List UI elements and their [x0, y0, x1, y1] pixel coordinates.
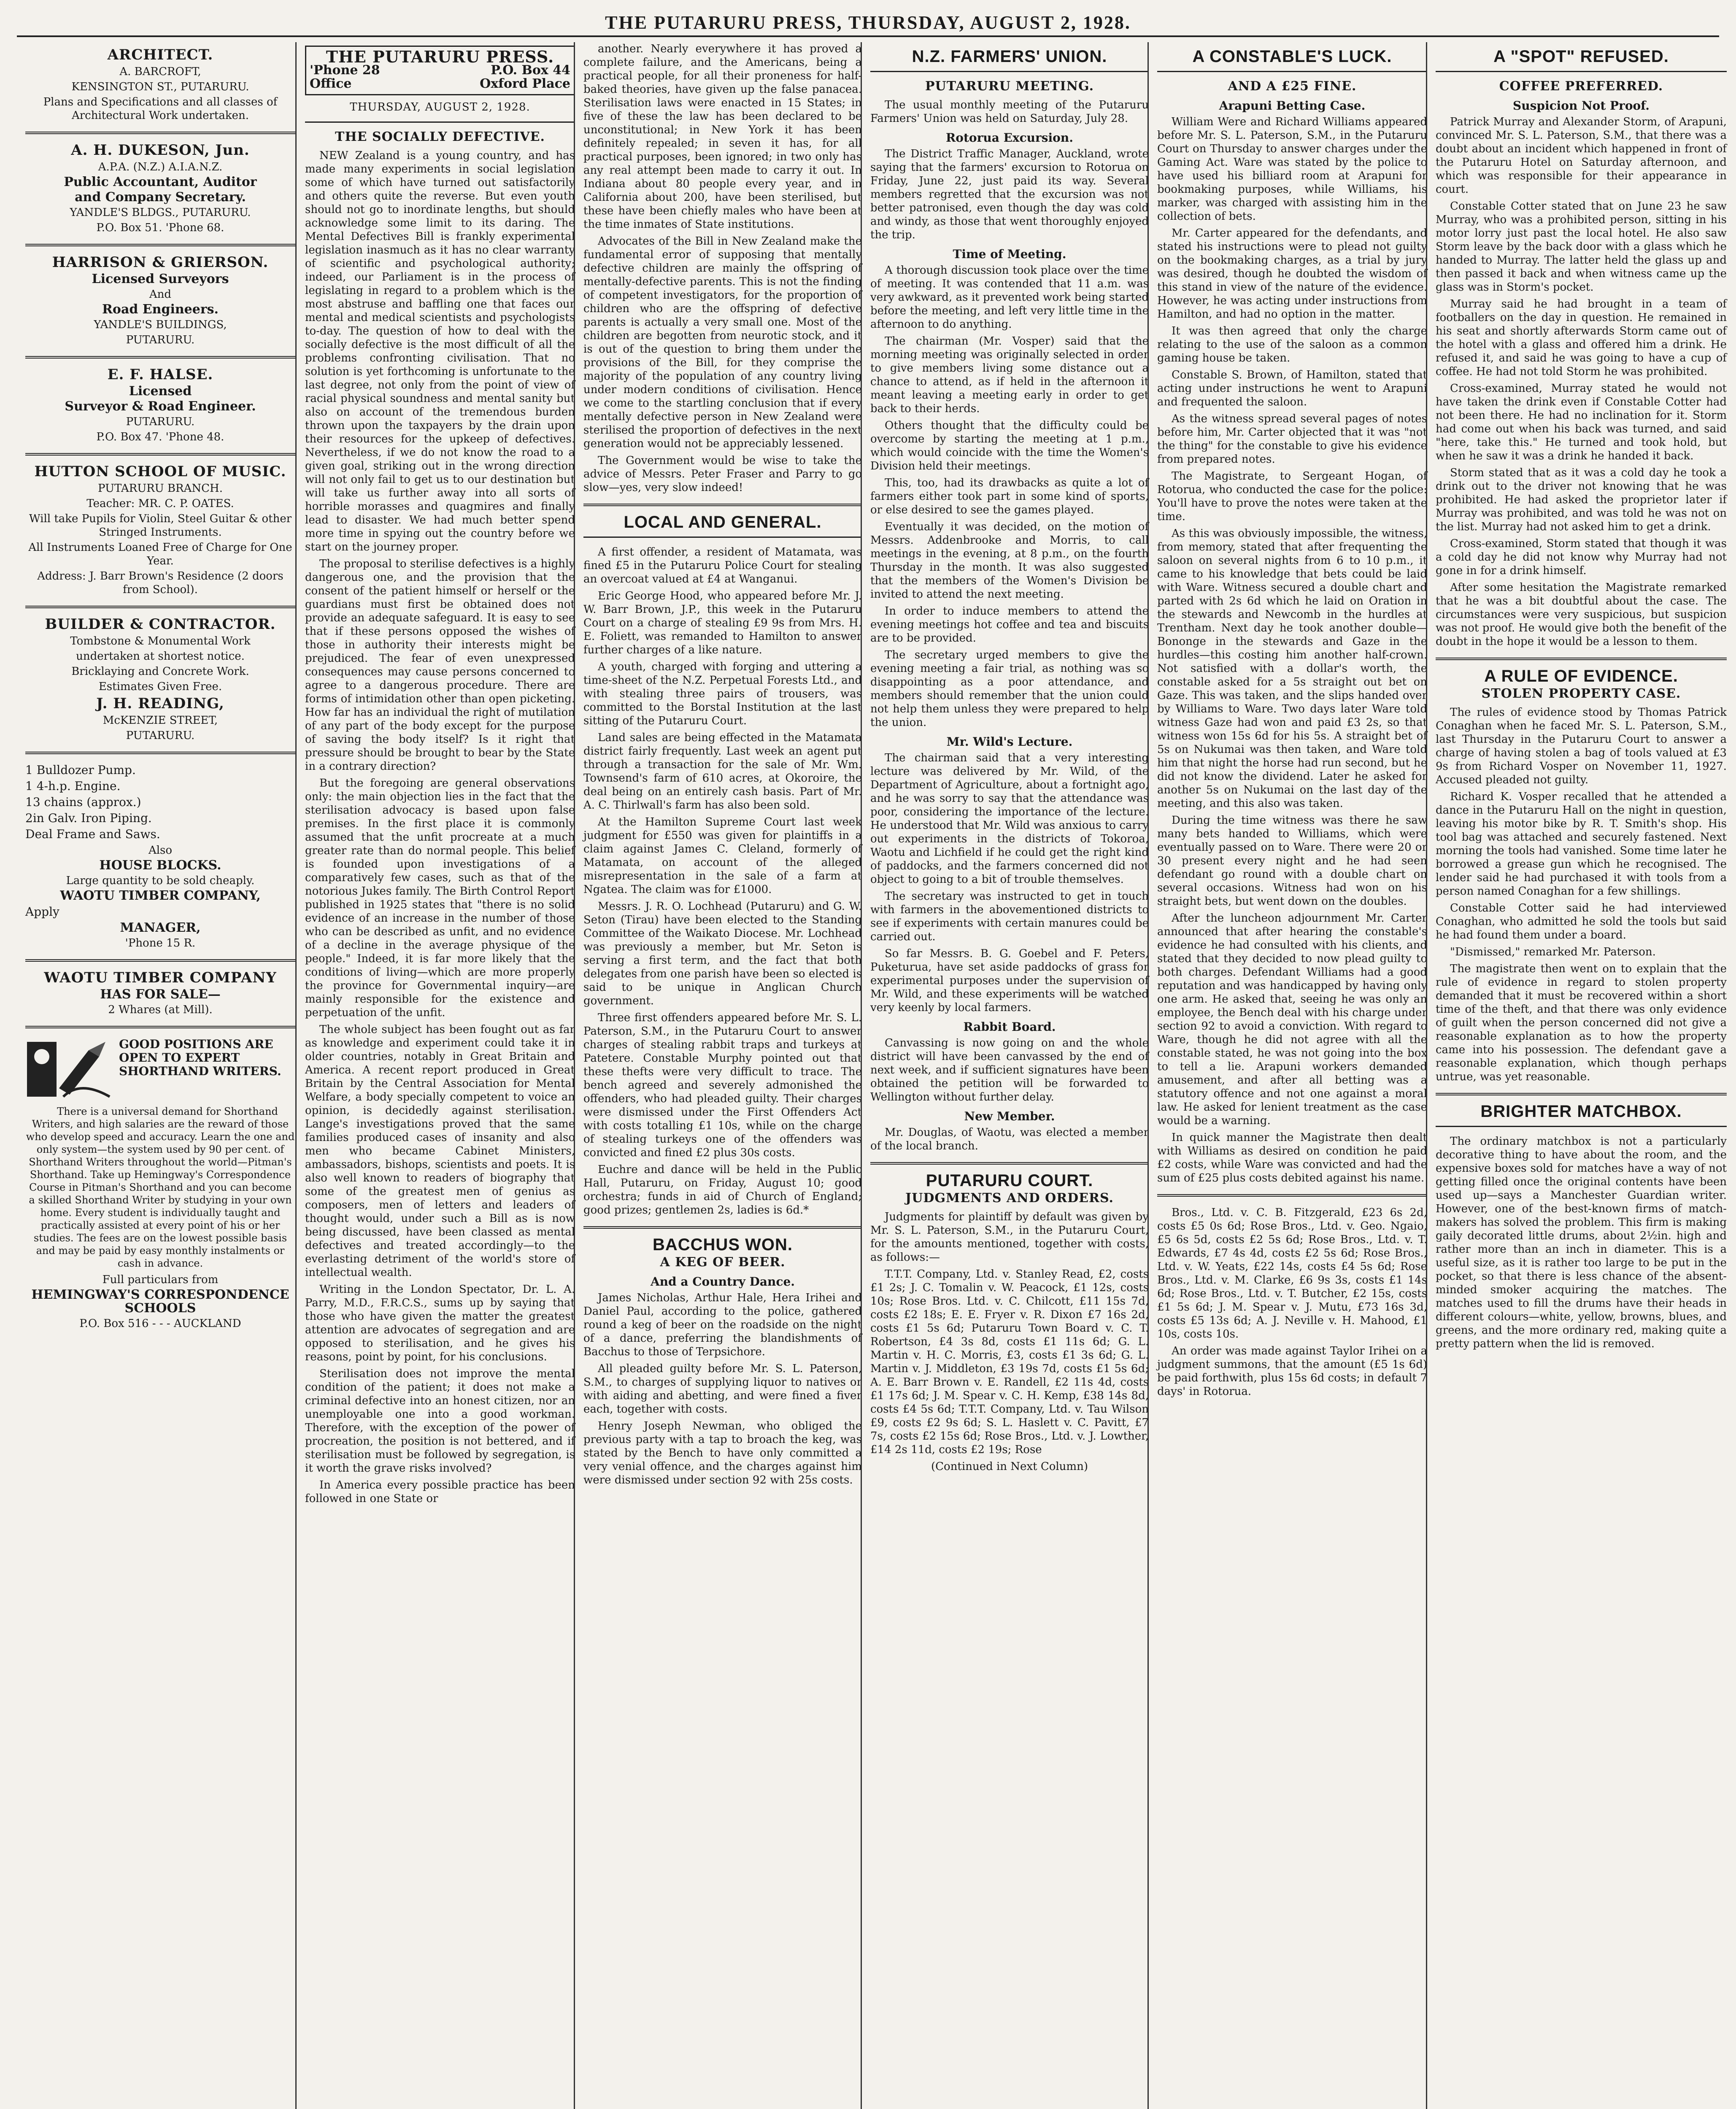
article-paragraph: Patrick Murray and Alexander Storm, of Arapuni, convinced Mr. S. L. Paterson, S.M., that there was a doubt about an incident which happened in front of the Putaruru Hotel on Saturday afternoon, and which was responsible for their appearance in court. [1436, 116, 1727, 196]
divider [25, 752, 295, 754]
news-item: A first offender, a resident of Matamata, was fined £5 in the Putaruru Police Court for stealing an overcoat valued at £4 at Wanganui. [583, 546, 862, 585]
article-paragraph: The chairman said that a very interesting lecture was delivered by Mr. Wild, of the Department of Agriculture, about a fortnight ago, and he was sorry to say that the attendance was poor, considering the importance of the lecture. He understood that Mr. Wild was anxious to carry out experiments in the districts of Tokoroa, Waotu and Lichfield if he could get the right kind of paddocks, and the farmers concerned did not object to going to a bit of trouble themselves. [870, 752, 1149, 886]
ad-name: BUILDER & CONTRACTOR. [45, 616, 276, 633]
rule-of-evidence-headline: A RULE OF EVIDENCE. [1484, 667, 1678, 685]
divider [1436, 71, 1727, 72]
divider [305, 121, 575, 123]
pobox-label: P.O. Box 44 [491, 63, 570, 78]
office-row [310, 77, 570, 91]
ad-line: YANDLE'S BUILDINGS, [94, 318, 227, 331]
article-paragraph: Mr. Douglas, of Waotu, was elected a member of the local branch. [870, 1126, 1149, 1152]
article-paragraph: William Were and Richard Williams appeared before Mr. S. L. Paterson, S.M., in the Putaruru Court on Thursday to answer charges under the Gaming Act. Ware was stated by the police to have used his billiard room at Arapuni for bookmaking purposes, while Williams, his marker, was charged with assisting him in the collection of bets. [1157, 116, 1427, 223]
article-paragraph: The proposal to sterilise defectives is a highly dangerous one, and the provision that the consent of the patient himself or herself or the guardians must first be obtained does not provide an adequate safeguard. It is easy to see that if these persons opposed the wishes of those in authority their interests might be prejudiced. The fear of even unexpressed consequences may cause persons concerned to agree to a dangerous procedure. There are forms of intimidation other than open picketing. How far has an individual the right of mutilation of any part of the body except for the purpose of saving the body itself? Is it right that pressure should be brought to bear by the State in a contrary direction? [305, 558, 575, 773]
ad-line: Will take Pupils for Violin, Steel Guitar & other Stringed Instruments. [29, 512, 292, 539]
article-paragraph: So far Messrs. B. G. Goebel and F. Peters, Puketurua, have set aside paddocks of grass for experimental purposes under the supervision of Mr. Wild, and these experiments will be watched very keenly by local farmers. [870, 947, 1149, 1014]
divider [870, 71, 1149, 72]
article-paragraph: The Magistrate, to Sergeant Hogan, of Rotorua, who conducted the case for the police: You'll have to prove the notes were taken at the time. [1157, 470, 1427, 523]
bacchus-subhead-2: And a Country Dance. [650, 1275, 795, 1289]
article-paragraph: But the foregoing are general observations only: the main objection lies in the fact that the sterilisation advocacy is based upon false premises. In the first place it is commonly assumed that the unfit procreate at a much greater rate than do normal people. This belief is founded upon investigations of a comparatively few cases, such as that of the notorious Jukes family. The Birth Control Report published in 1925 states that "there is no solid evidence of an increase in the number of those who can be described as unfit, and no evidence of a decline in the average physique of the people." Indeed, it is far more likely that the conditions of living—which are more properly the province for Governmental inquiry—are mainly responsible for the existence and perpetuation of the unfit. [305, 777, 575, 1019]
ad-line: Public Accountant, Auditor [64, 175, 257, 189]
ad-line: undertaken at shortest notice. [76, 650, 245, 663]
article-paragraph: As this was obviously impossible, the witness, from memory, stated that after frequenting the saloon on several nights from 6 to 10 p.m., it came to his knowledge that bets could be laid with Ware. Witness secured a double chart and parted with 2s 6d which he laid on Oration in the stewards and Newcomb in the hurdles at Trentham. Next day he took another double—Bononge in the stewards and Gaze in the hurdles—this costing him another half-crown. Not satisfied with a dollar's worth, the constable asked for a 5s straight out bet on Gaze. This was taken, and the slips handed over by Williams to Ware. Two days later Ware told witness Gaze had won and paid £3 2s, so that witness won 15s 6d for his 5s. A straight bet of 5s on Nukumai was then taken, and Ware told him that night the horse had run second, but he did not know the dividend. Later he asked for another 5s on Nukumai on the last day of the meeting, and this also was taken. [1157, 527, 1427, 810]
divider [1436, 1126, 1727, 1127]
ad-item: 13 chains (approx.) [25, 795, 141, 809]
ad-name: HARRISON & GRIERSON. [52, 254, 269, 271]
ad-line: P.O. Box 51. 'Phone 68. [96, 221, 224, 234]
ad-name: J. H. READING, [96, 695, 224, 712]
article-paragraph: Constable S. Brown, of Hamilton, stated that acting under instructions he went to Arapuni and frequented the saloon. [1157, 369, 1427, 408]
article-paragraph: Richard K. Vosper recalled that he attended a dance in the Putaruru Hall on the night in question, leaving his motor bike by R. T. Smith's shop. His tool bag was attached and securely fastened. Next morning the tools had vanished. Some time later he borrowed a grease gun which he recognised. The lender said he had purchased it with tools from a person named Conaghan for a few shillings. [1436, 790, 1727, 898]
news-item: Three first offenders appeared before Mr. S. L. Paterson, S.M., in the Putaruru Court to answer charges of stealing rabbit traps and turkeys at Patetere. Constable Murphy pointed out that these thefts were very difficult to trace. The bench agreed and severely admonished the offenders, who had pleaded guilty. Their charges were dismissed under the First Offenders Act with costs totalling £1 10s, while on the charge of stealing turkeys one of the offenders was convicted and fined £2 plus 30s costs. [583, 1011, 862, 1159]
editorial-headline: THE SOCIALLY DEFECTIVE. [335, 129, 545, 144]
divider [1157, 1194, 1427, 1197]
ad-dukeson [25, 143, 295, 235]
ad-line: Road Engineers. [102, 302, 219, 317]
article-paragraph: The ordinary matchbox is not a particularly decorative thing to have about the room, and the expensive boxes sold for matches have a way of not getting filled once the original contents have been used up—says a Manchester Guardian writer. However, one of the best-known firms of match-makers has solved the problem. This firm is making gaily decorated little drums, about 2½in. high and rather more than an inch in diameter. This is a useful size, as it is rather too large to be put in the pocket, so that there is less chance of the absent-minded smoker acquiring the matches. The matches used to fill the drums have their heads in different colours—white, yellow, browns, blues, and greens, and the more ordinary red, making quite a pretty pattern when the lid is removed. [1436, 1135, 1727, 1350]
ad-line: Full particulars from [102, 1273, 219, 1286]
ad-line: McKENZIE STREET, [103, 714, 218, 727]
news-item: Euchre and dance will be held in the Public Hall, Putaruru, on Friday, August 10; good orchestra; funds in aid of Church of England; good prizes; gentlemen 2s, ladies is 6d.* [583, 1163, 862, 1216]
ad-architect [25, 48, 295, 122]
news-item: Land sales are being effected in the Matamata district fairly frequently. Last week an agent put through a transaction for the sale of Mr. Wm. Townsend's farm of 610 acres, at Okoroire, the deal being on an entirely cash basis. Part of Mr. A. C. Thirlwall's farm has also been sold. [583, 731, 862, 812]
column-ads [17, 42, 304, 2109]
section-subhead: New Member. [964, 1109, 1055, 1123]
constable-subhead: AND A £25 FINE. [1228, 79, 1357, 94]
ad-line: HOUSE BLOCKS. [99, 858, 221, 873]
divider [583, 537, 862, 538]
divider [870, 1162, 1149, 1165]
shorthand-head: GOOD POSITIONS ARE OPEN TO EXPERT SHORTHAND WRITERS. [119, 1037, 281, 1078]
article-paragraph: Storm stated that as it was a cold day he took a drink out to the driver not knowing that he was prohibited. He had asked the proprietor later if Murray was prohibited, and was told he was not on the list. Murray had not asked him to get a drink. [1436, 467, 1727, 533]
article-paragraph: another. Nearly everywhere it has proved a complete failure, and the Americans, being a practical people, for all their proneness for half-baked theories, have given up the false panacea. Sterilisation laws were enacted in 15 States; in five of these the law has been declared to be unconstitutional; in New York it has been definitely repealed; in seven it has, for all practical purposes, been ignored; in two only has any real attempt been made to carry it out. In Indiana about 80 people every year, and in California about 200, have been sterilised, but these have been chiefly males who have been at the time inmates of State institutions. [583, 43, 862, 231]
ad-line: All Instruments Loaned Free of Charge for One Year. [28, 541, 292, 567]
news-item: At the Hamilton Supreme Court last week judgment for £550 was given for plaintiffs in a claim against James C. Cleland, formerly of Matamata, on account of the alleged misrepresentation in the sale of a farm at Ngatea. The claim was for £1000. [583, 816, 862, 896]
ad-name: HUTTON SCHOOL OF MUSIC. [34, 463, 286, 480]
article-paragraph: The Government would be wise to take the advice of Messrs. Peter Fraser and Parry to go slow—yes, very slow indeed! [583, 454, 862, 494]
column-3 [574, 42, 870, 2109]
bacchus-headline: BACCHUS WON. [653, 1235, 793, 1254]
article-paragraph: Judgments for plaintiff by default was given by Mr. S. L. Paterson, S.M., in the Putaruru Court, for the amounts mentioned, together with costs, as follows:— [870, 1211, 1149, 1264]
article-paragraph: Sterilisation does not improve the mental condition of the patient; it does not make a criminal defective into an honest citizen, nor an unemployable one into a good workman. Therefore, with the exception of the power of procreation, the position is not bettered, and if sterilisation must be followed by segregation, is it worth the grave risks involved? [305, 1367, 575, 1475]
ad-quals: A.P.A. (N.Z.) A.I.A.N.Z. [98, 161, 223, 173]
shorthand-body: There is a universal demand for Shorthand Writers, and high salaries are the reward of those who develop speed and accuracy. Learn the one and only system—the system used by 90 per cent. of Shorthand Writers throughout the world—Pitman's Shorthand. Take up Hemingway's Correspondence Course in Pitman's Shorthand and you can become a skilled Shorthand Writer by studying in your own home. Every student is individually taught and practically assisted at every point of his or her studies. The fees are on the lowest possible basis and may be paid by easy monthly instalments or cash in advance. [26, 1106, 295, 1269]
editorial-date: THURSDAY, AUGUST 2, 1928. [350, 101, 530, 113]
pen-hand-icon [25, 1038, 114, 1101]
article-paragraph: It was then agreed that only the charge relating to the use of the saloon as a common gaming house be taken. [1157, 325, 1427, 364]
column-editorial [295, 42, 583, 2109]
ad-line: Address: J. Barr Brown's Residence (2 doors from School). [37, 570, 283, 596]
office-place: Oxford Place [480, 76, 570, 91]
article-paragraph: Advocates of the Bill in New Zealand make the fundamental error of supposing that mentally defective children are mainly the offspring of mentally-defective parents. This is not the finding of competent investigators, for the proportion of children who are the offspring of defective parents is actually a very small one. Most of the children are begotten from neurotic stock, and it is out of the question to bring them under the provisions of the Bill, for they comprise the majority of the population of any country living under modern conditions of civilisation. Hence we come to the startling conclusion that if every mentally defective person in New Zealand were sterilised the proportion of defectives in the next generation would not be appreciably lessened. [583, 235, 862, 450]
divider [25, 453, 295, 456]
paper-nameplate [305, 46, 575, 95]
ad-line: And [149, 288, 172, 301]
article-paragraph: Henry Joseph Newman, who obliged the previous party with a tap to broach the keg, was stated by the Bench to have only committed a very venial offence, and the charges against him were dismissed under section 92 with 25s costs. [583, 1420, 862, 1486]
ad-shorthand [25, 1038, 295, 1330]
divider [25, 606, 295, 608]
article-paragraph: The whole subject has been fought out as far as knowledge and experiment could take it in older countries, notably in Great Britain and America. A recent report produced in Great Britain by the Central Association for Mental Welfare, a body specially competent to voice an opinion, is decidedly against sterilisation. Lange's investigations proved that the same families produced cases of insanity and also men who became Cabinet Ministers, ambassadors, bishops, scientists and poets. It is also well known to readers of biography that some of the greatest men of genius as composers, men of letters and leaders of thought would, under such a Bill as is now being discussed, have been classed as mental defectives and treated accordingly—to the everlasting detriment of the world's store of intellectual wealth. [305, 1023, 575, 1279]
article-paragraph: The secretary urged members to give the evening meeting a fair trial, as nothing was so disappointing as a poor attendance, and members should remember that the union could not help them unless they were prepared to help the union. [870, 649, 1149, 729]
article-paragraph: NEW Zealand is a young country, and has made many experiments in social legislation some of which have turned out satisfactorily and others quite the reverse. But even youth should not go to inordinate lengths, but should acknowledge some limit to its daring. The Mental Defectives Bill is frankly experimental legislation inasmuch as it has no clear warranty of scientific and psychological authority; indeed, our Parliament is in the process of legislating in regard to a problem which is the most abstruse and baffling one that faces our mental and medical scientists and psychologists to-day. The question of how to deal with the socially defective is the most difficult of all the problems confronting civilisation. That no solution is yet forthcoming is unfortunate to the last degree, not only from the point of view of racial physical soundness and mental sanity but also on account of the tremendous burden thrown upon the taxpayers by the drain upon their resources for the upkeep of defectives. Nevertheless, if we do not know the road to a given goal, striking out in the wrong direction will not only fail to get us to our destination but will take us further away into all sorts of horrible morasses and quagmires and finally lead to disaster. We had much better spend more time in spying out the country before we start on the journey proper. [305, 149, 575, 553]
ad-desc: Plans and Specifications and all classes of Architectural Work undertaken. [43, 96, 278, 122]
divider [25, 132, 295, 134]
news-item: Messrs. J. R. O. Lochhead (Putaruru) and G. W. Seton (Tirau) have been elected to the Standing Committee of the Waikato Diocese. Mr. Lochhead was previously a member, but Mr. Seton is serving a first term, and the fact that both delegates from one parish have been so elected is said to be unique in Anglican Church government. [583, 900, 862, 1007]
article-paragraph: In order to induce members to attend the evening meetings hot coffee and tea and biscuits are to be provided. [870, 605, 1149, 645]
ad-item: Deal Frame and Saws. [25, 827, 160, 841]
ad-line: Bricklaying and Concrete Work. [71, 665, 249, 678]
article-paragraph: The chairman (Mr. Vosper) said that the morning meeting was originally selected in order to give members living some distance out a chance to attend, as if held in the afternoon it meant leaving a meeting early in order to get back to their herds. [870, 335, 1149, 415]
divider [1157, 71, 1427, 72]
article-paragraph: In America every possible practice has been followed in one State or [305, 1479, 575, 1505]
divider [25, 1026, 295, 1028]
divider [25, 356, 295, 359]
court-subhead: JUDGMENTS AND ORDERS. [905, 1191, 1114, 1206]
article-paragraph: A thorough discussion took place over the time of meeting. It was contended that 11 a.m. was very awkward, as it prevented work being started before the meeting, and left very little time in the afternoon to do anything. [870, 264, 1149, 331]
shorthand-logo [25, 1038, 295, 1101]
article-paragraph: This, too, had its drawbacks as quite a lot of farmers either took part in some kind of sports, or else desired to see the games played. [870, 477, 1149, 516]
farmers-subhead: PUTARURU MEETING. [925, 79, 1094, 94]
ad-timber-items [25, 763, 295, 950]
article-paragraph: Writing in the London Spectator, Dr. L. A. Parry, M.D., F.R.C.S., sums up by saying that those who have given the matter the greatest attention are advocates of segregation and are opposed to sterilisation, and he gives his reasons, point by point, for his conclusions. [305, 1283, 575, 1363]
ad-harrison-grierson [25, 256, 295, 347]
office-label: Office [310, 76, 352, 91]
article-paragraph: Eventually it was decided, on the motion of Messrs. Addenbrooke and Morris, to call meetings in the evening, at 8 p.m., on the fourth Thursday in the month. It was also suggested that the members of the Women's Division be invited to attend the next meeting. [870, 521, 1149, 601]
ad-line: Also [148, 844, 173, 857]
ad-line: 'Phone 15 R. [125, 937, 196, 949]
ad-builder [25, 618, 295, 742]
ad-halse [25, 368, 295, 444]
ad-line: HAS FOR SALE— [100, 987, 221, 1002]
article-paragraph: The magistrate then went on to explain that the rule of evidence in regard to stolen property demanded that it must be recovered within a short time of the theft, and that there was only evidence of guilt when the person concerned did not give a reasonable explanation as to how the property came into his possession. The defendant gave a reasonable explanation, which though perhaps untrue, was yet reasonable. [1436, 963, 1727, 1083]
ad-name: E. F. HALSE. [107, 366, 213, 383]
ad-line: WAOTU TIMBER COMPANY, [60, 888, 261, 903]
article-paragraph: Canvassing is now going on and the whole district will have been canvassed by the end of next week, and if sufficient signatures have been obtained the petition will be forwarded to Wellington without further delay. [870, 1037, 1149, 1103]
court-continuation: Bros., Ltd. v. C. B. Fitzgerald, £23 6s 2d, costs £5 0s 6d; Rose Bros., Ltd. v. Geo. Ngaio, £5 6s 5d, costs £2 5s 6d; Rose Bros., Ltd. v. T. Edwards, £7 4s 4d, costs £2 5s 6d; Rose Bros., Ltd. v. W. Yeats, £22 14s, costs £4 5s 6d; Rose Bros., Ltd. v. M. Clarke, £6 9s 3s, costs £1 14s 6d; Rose Bros., Ltd. v. T. Butcher, £2 15s, costs £1 5s 6d; J. M. Spear v. J. Mutu, £73 16s 3d, costs £5 13s 6d; A. J. Neville v. H. Mahood, £1 10s, costs 10s. [1157, 1206, 1427, 1340]
ad-item: 1 4-h.p. Engine. [25, 779, 121, 793]
ad-title: ARCHITECT. [107, 46, 213, 63]
ad-line: and Company Secretary. [75, 190, 246, 205]
local-general-headline: LOCAL AND GENERAL. [624, 513, 822, 531]
court-headline: PUTARURU COURT. [926, 1171, 1093, 1190]
article-paragraph: After the luncheon adjournment Mr. Carter announced that after hearing the constable's evidence he had consulted with his clients, and stated that they decided to now plead guilty to both charges. Defendant Williams had a good reputation and was handicapped by having only one arm. He asked that, seeing he was only an employee, the Bench deal with his charge under section 92 to avoid a conviction. With regard to Ware, though he did not agree with all the constable stated, he was not going into the box to tell a lie. Arapuni workers demanded amusement, and after all betting was a statutory offence and not one against a moral law. He asked for lenient treatment as the case would be a warning. [1157, 912, 1427, 1127]
ad-line: 2 Whares (at Mill). [108, 1003, 213, 1016]
article-paragraph: "Dismissed," remarked Mr. Paterson. [1450, 946, 1656, 958]
article-paragraph: Mr. Carter appeared for the defendants, and stated his instructions were to plead not guilty on the bookmaking charges, as a trial by jury was desired, though he doubted the wisdom of this stand in view of the nature of the evidence. However, he was acting under instructions from Hamilton, and had no option in the matter. [1157, 227, 1427, 321]
ad-line: Estimates Given Free. [98, 680, 222, 693]
ad-name: A. H. DUKESON, Jun. [71, 142, 250, 159]
article-paragraph: Cross-examined, Murray stated he would not have taken the drink even if Constable Cotter had not been there. He had no inclination for it. Storm had come out when his back was turned, and said "here, take this." He turned and took hold, but when he saw it was a drink he handed it back. [1436, 382, 1727, 462]
article-paragraph: Constable Cotter said he had interviewed Conaghan, who admitted he sold the tools but said he had found them under a board. [1436, 902, 1727, 941]
ad-line: PUTARURU. [126, 334, 195, 346]
section-subhead: Time of Meeting. [953, 247, 1066, 261]
ad-line: Licensed [129, 384, 192, 399]
column-5 [1147, 42, 1436, 2109]
constable-subhead-2: Arapuni Betting Case. [1219, 99, 1366, 113]
spot-subhead: COFFEE PREFERRED. [1499, 79, 1663, 94]
article-paragraph: All pleaded guilty before Mr. S. L. Paterson, S.M., to charges of supplying liquor to natives or with aiding and abetting, and were fined a fiver each, together with costs. [583, 1362, 862, 1416]
farmers-union-headline: N.Z. FARMERS' UNION. [912, 47, 1107, 66]
ad-item: 2in Galv. Iron Piping. [25, 811, 152, 825]
section-subhead: Rabbit Board. [963, 1020, 1056, 1034]
divider [1436, 1093, 1727, 1095]
divider [25, 244, 295, 246]
column-4 [861, 42, 1157, 2109]
ad-hutton-school [25, 465, 295, 596]
ad-line: Teacher: MR. C. P. OATES. [86, 497, 234, 510]
ad-line: Surveyor & Road Engineer. [65, 399, 256, 414]
divider [583, 1226, 862, 1229]
ad-line: Licensed Surveyors [92, 272, 229, 286]
ad-line: P.O. Box 47. 'Phone 48. [96, 431, 224, 443]
article-paragraph: The District Traffic Manager, Auckland, wrote saying that the farmers' excursion to Rotorua on Friday, June 22, just paid its way. Several members regretted that the excursion was not better patronised, even though the day was cold and windy, as those that went thoroughly enjoyed the trip. [870, 148, 1149, 241]
ad-line: MANAGER, [120, 920, 201, 935]
matchbox-headline: BRIGHTER MATCHBOX. [1480, 1102, 1682, 1121]
ad-line: PUTARURU. [126, 729, 195, 742]
divider [1436, 658, 1727, 660]
ad-line: Large quantity to be sold cheaply. [66, 874, 255, 887]
ad-line: P.O. Box 516 - - - AUCKLAND [79, 1317, 241, 1330]
spot-refused-headline: A "SPOT" REFUSED. [1493, 47, 1669, 66]
article-paragraph: As the witness spread several pages of notes before him, Mr. Carter objected that it was "not the thing" for the constable to give his evidence from prepared notes. [1157, 413, 1427, 466]
ad-line: PUTARURU BRANCH. [98, 482, 223, 495]
article-paragraph: The rules of evidence stood by Thomas Patrick Conaghan when he faced Mr. S. L. Paterson, S.M., last Thursday in the Putaruru Court to answer a charge of having stolen a bag of tools valued at £3 9s from Richard Vosper on November 11, 1927. Accused pleaded not guilty. [1436, 706, 1727, 786]
paper-name: THE PUTARURU PRESS. [326, 47, 554, 66]
section-subhead: Rotorua Excursion. [946, 131, 1073, 145]
constable-headline: A CONSTABLE'S LUCK. [1192, 47, 1392, 66]
divider [25, 959, 295, 962]
ad-item: 1 Bulldozer Pump. [25, 763, 136, 777]
article-paragraph: During the time witness was there he saw many bets handed to Williams, which were eventually passed on to Ware. There were 20 or 30 present every night and he had seen defendant go round with a double chart on several occasions. Witness had won on his straight bets, but went down on the doubles. [1157, 814, 1427, 908]
ad-name: A. BARCROFT, [119, 65, 201, 78]
article-paragraph: In quick manner the Magistrate then dealt with Williams as desired on condition he paid £2 costs, while Ware was convicted and had the sum of £25 plus costs debited against his name. [1157, 1131, 1427, 1184]
spot-subhead-2: Suspicion Not Proof. [1513, 99, 1650, 113]
bacchus-subhead: A KEG OF BEER. [660, 1255, 786, 1270]
article-paragraph: An order was made against Taylor Irihei on a judgment summons, that the amount (£5 1s 6d) be paid forthwith, plus 15s 6d costs; in default 7 days' in Rotorua. [1157, 1345, 1427, 1398]
ad-line: YANDLE'S BLDGS., PUTARURU. [70, 206, 251, 219]
article-paragraph: Constable Cotter stated that on June 23 he saw Murray, who was a prohibited person, sitting in his motor lorry just past the local hotel. He also saw Storm leave by the back door with a glass which he handed to Murray. The latter held the glass up and then passed it back and when witness came up the glass was in Storm's pocket. [1436, 200, 1727, 294]
masthead: THE PUTARURU PRESS, THURSDAY, AUGUST 2, 1928. [17, 12, 1719, 37]
phone-label: 'Phone 28 [310, 63, 380, 78]
article-paragraph: The secretary was instructed to get in touch with farmers in the abovementioned districts to see if experiments with certain manures could be carried out. [870, 890, 1149, 943]
ad-address: KENSINGTON ST., PUTARURU. [71, 81, 249, 93]
news-item: A youth, charged with forging and uttering a time-sheet of the N.Z. Perpetual Forests Ltd., and with stealing three pairs of trousers, was committed to the Borstal Institution at the last sitting of the Putaruru Court. [583, 661, 862, 727]
article-paragraph: The usual monthly meeting of the Putaruru Farmers' Union was held on Saturday, July 28. [870, 99, 1149, 125]
section-subhead: Mr. Wild's Lecture. [946, 735, 1073, 749]
ad-line: Apply [25, 905, 59, 919]
ad-line: PUTARURU. [126, 415, 195, 428]
continued-note: (Continued in Next Column) [931, 1460, 1088, 1473]
article-paragraph: T.T.T. Company, Ltd. v. Stanley Read, £2, costs £1 2s; J. C. Tomalin v. W. Peacock, £1 12s, costs 10s; Rose Bros. Ltd. v. C. Chilcott, £11 15s 7d, costs £2 18s; E. E. Fryer v. R. Dixon £7 16s 2d, costs £1 5s 6d; Putaruru Town Board v. C. T. Robertson, £4 3s 8d, costs £1 11s 6d; G. L. Martin v. H. C. Morris, £3, costs £1 3s 6d; G. L. Martin v. J. Middleton, £3 19s 7d, costs £1 5s 6d; A. E. Barr Brown v. E. Randell, £2 11s 4d, costs £1 17s 6d; J. M. Spear v. C. H. Kemp, £38 14s 8d, costs £4 5s 6d; T.T.T. Company, Ltd. v. Tau Wilson £9, costs £2 9s 6d; S. L. Haslett v. C. Pavitt, £7 7s, costs £2 15s 6d; Rose Bros., Ltd. v. J. Lowther, £14 2s 11d, costs £2 19s; Rose [870, 1268, 1149, 1456]
article-paragraph: Murray said he had brought in a team of footballers on the day in question. He remained in his seat and shortly afterwards Storm came out of the hotel with a glass and offered him a drink. He refused it, and said he was going to have a cup of coffee. He had not told Storm he was prohibited. [1436, 298, 1727, 378]
rule-subhead: STOLEN PROPERTY CASE. [1481, 686, 1681, 701]
news-item: Eric George Hood, who appeared before Mr. J. W. Barr Brown, J.P., this week in the Putaruru Court on a charge of stealing £9 9s from Mrs. H. E. Foliett, was remanded to Hamilton to answer further charges of a like nature. [583, 590, 862, 656]
article-paragraph: After some hesitation the Magistrate remarked that he was a bit doubtful about the case. The circumstances were very suspicious, but suspicion was not proof. He would give both the benefit of the doubt in the hope it would be a lesson to them. [1436, 581, 1727, 648]
ad-line: Tombstone & Monumental Work [70, 635, 251, 647]
ad-name: WAOTU TIMBER COMPANY [44, 969, 277, 986]
column-6 [1426, 42, 1735, 2109]
divider [583, 504, 862, 506]
article-paragraph: Others thought that the difficulty could be overcome by starting the meeting at 1 p.m., which would coincide with the time the Women's Division held their meetings. [870, 419, 1149, 472]
article-paragraph: James Nicholas, Arthur Hale, Hera Irihei and Daniel Paul, according to the police, gathered round a keg of beer on the roadside on the night of a dance, preferring the blandishments of Bacchus to those of Terpsichore. [583, 1292, 862, 1358]
ad-line: HEMINGWAY'S CORRESPONDENCE SCHOOLS [31, 1287, 289, 1316]
article-paragraph: Cross-examined, Storm stated that though it was a cold day he did not know why Murray had not gone in for a drink himself. [1436, 537, 1727, 577]
ad-waotu-sale [25, 971, 295, 1017]
